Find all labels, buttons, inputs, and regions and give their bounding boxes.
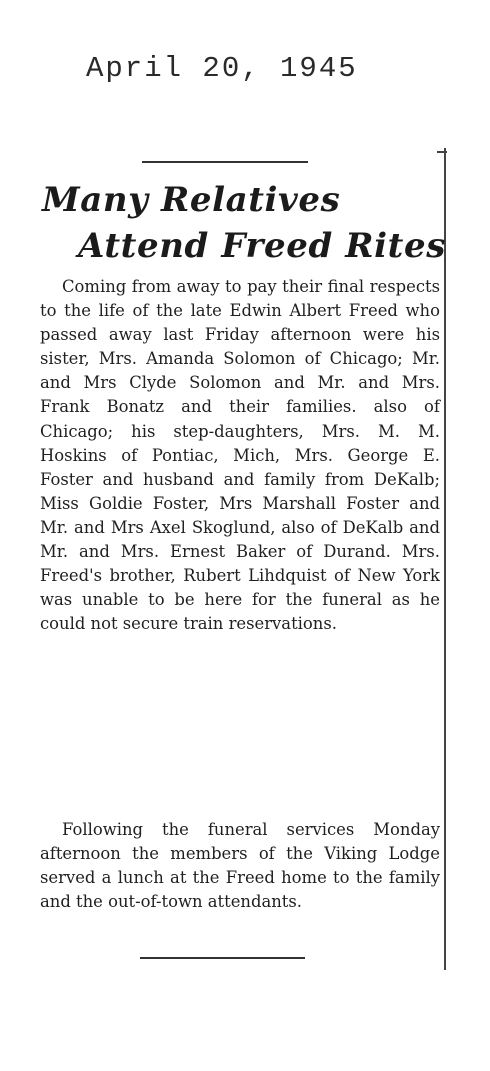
clipping-corner-tick	[437, 151, 447, 153]
date-stamp: April 20, 1945	[86, 52, 358, 85]
headline-line-2: Attend Freed Rites	[78, 226, 446, 266]
clipping-right-edge	[444, 148, 446, 970]
bottom-rule	[140, 957, 305, 959]
top-rule	[142, 161, 308, 163]
article-paragraph-2: Following the funeral services Monday afternoon the members of the Viking Lodge served a lunch at the Freed home to the family and the out-of-town attendants.	[40, 820, 440, 912]
article-paragraph-1: Coming from away to pay their final respects to the life of the late Edwin Albert Freed who passed away last Friday afternoon were his sister, Mrs. Amanda Solomon of Chicago; Mr. and Mrs Clyde Solomon and Mr. and Mrs. Frank Bonatz and their families. also of Chicago; his step-daughters, Mrs. M. M. Hoskins of Pontiac, Mich, Mrs. George E. Foster and husband and family from DeKalb; Miss Goldie Foster, Mrs Marshall Foster and Mr. and Mrs Axel Skoglund, also of DeKalb and Mr. and Mrs. Ernest Baker of Durand. Mrs. Freed's brother, Rubert Lihdquist of New York was unable to be here for the funeral as he could not secure train reservations.	[40, 277, 440, 634]
headline-line-1: Many Relatives	[42, 180, 341, 220]
